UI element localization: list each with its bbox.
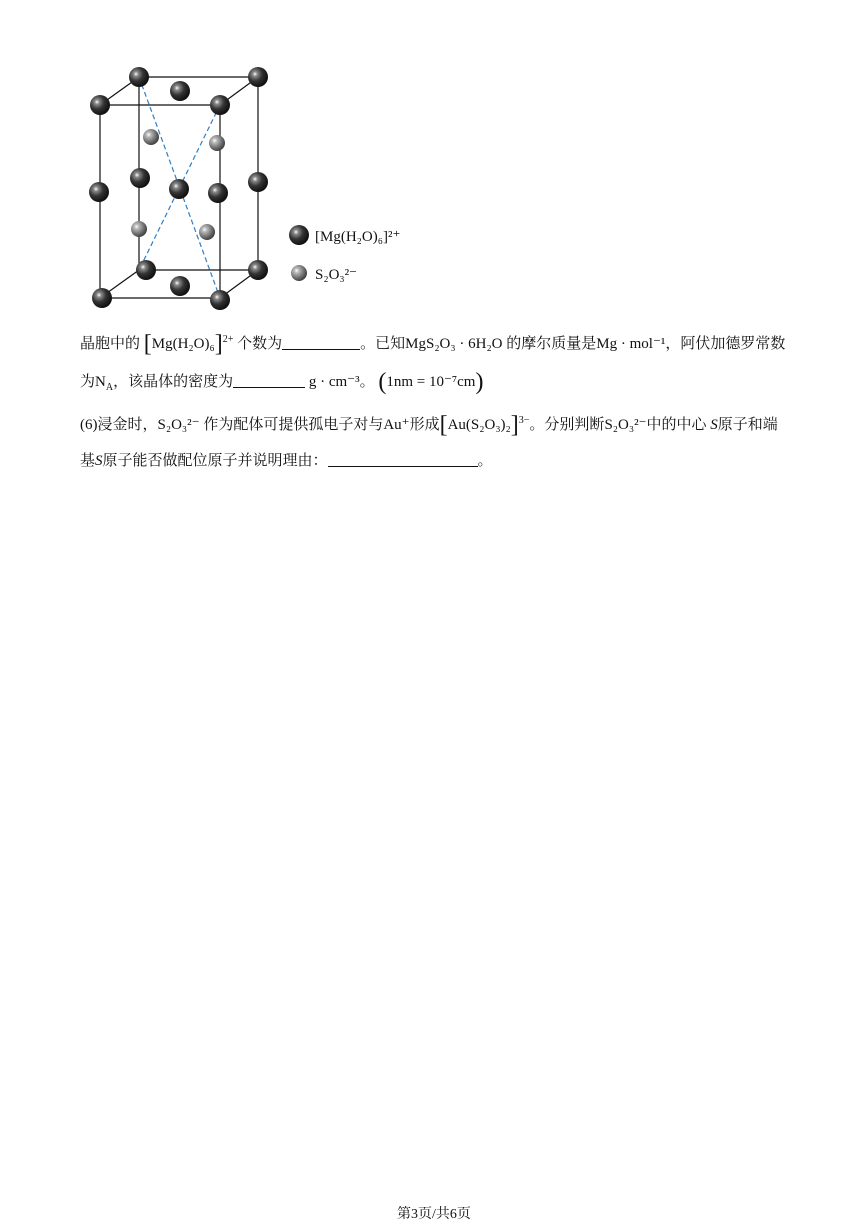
- gold-ion: Au⁺: [383, 417, 410, 433]
- paren-left: (: [378, 369, 387, 395]
- text: 。: [477, 453, 493, 469]
- q6-line-2: [80, 450, 493, 471]
- page-footer: 第3页/共6页: [397, 1207, 471, 1222]
- crystal-cell-svg: [80, 60, 400, 320]
- text: 个数为: [237, 336, 283, 352]
- q6-line-1: [80, 411, 778, 438]
- legend-gray-sphere: [291, 265, 307, 281]
- gold-complex: Au(S₂O₃)₂: [447, 417, 511, 433]
- hydrate-formula: MgS₂O₃ · 6H₂O: [405, 336, 503, 352]
- text: ，阿伏加德罗常数: [665, 336, 786, 352]
- bracket-right: ]: [510, 412, 519, 438]
- text: 。: [359, 374, 375, 390]
- density-unit: g · cm⁻³: [308, 374, 360, 390]
- text: 。分别判断: [529, 417, 605, 433]
- avogadro-symbol: N: [95, 374, 106, 390]
- unit-note: 1nm = 10⁻⁷cm: [386, 374, 476, 390]
- bracket-left: [: [439, 412, 448, 438]
- bracket-left: [: [143, 331, 152, 357]
- text: 原子能否做配位原子并说明理由：: [102, 453, 328, 469]
- q5-line-2: [80, 371, 483, 398]
- paren-right: ): [475, 369, 484, 395]
- thiosulfate-ion: S₂O₃²⁻: [157, 417, 200, 433]
- text: 的摩尔质量是: [506, 336, 597, 352]
- q5-line-1: [80, 330, 786, 357]
- text: 原子和端: [717, 417, 778, 433]
- complex-formula: Mg(H₂O)₆: [151, 336, 215, 352]
- sulfur-symbol: S: [95, 453, 103, 469]
- text: 。已知: [360, 336, 406, 352]
- avogadro-sub: A: [105, 382, 114, 393]
- text: ，该晶体的密度为: [113, 374, 234, 390]
- legend-mg-label: [Mg(H₂O)₆]²⁺: [315, 229, 400, 245]
- thiosulfate-ion: S₂O₃²⁻: [604, 417, 647, 433]
- text: 晶胞中的: [80, 336, 141, 352]
- answer-blank-count[interactable]: [282, 333, 360, 350]
- answer-blank-reason[interactable]: [328, 450, 478, 467]
- charge: 2+: [222, 334, 234, 345]
- legend-s2o3-label: S₂O₃²⁻: [315, 267, 358, 283]
- molar-mass-unit: Mg · mol⁻¹: [596, 336, 666, 352]
- charge: 3−: [518, 415, 530, 426]
- text: 为: [80, 374, 96, 390]
- sulfur-symbol: S: [710, 417, 718, 433]
- legend-dark-sphere: [289, 225, 309, 245]
- text: 形成: [409, 417, 440, 433]
- crystal-cell-figure: [80, 60, 400, 320]
- mg-complex-spheres: [89, 67, 268, 310]
- text: 作为配体可提供孤电子对与: [203, 417, 384, 433]
- bracket-right: ]: [214, 331, 223, 357]
- answer-blank-density[interactable]: [233, 371, 305, 388]
- text: 中的中心: [646, 417, 707, 433]
- text: 基: [80, 453, 96, 469]
- question-number: (6)浸金时，: [80, 417, 158, 433]
